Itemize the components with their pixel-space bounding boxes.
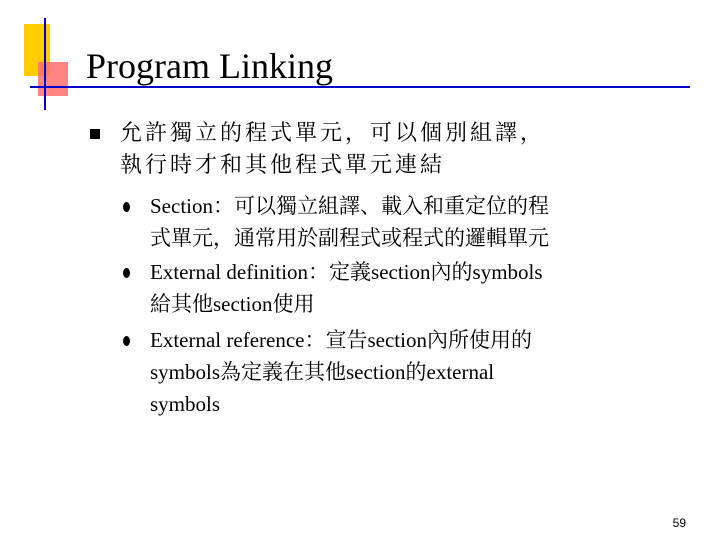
sub-bullet-external-reference-line-2: symbols為定義在其他section的external xyxy=(150,360,495,384)
sub-bullet-external-reference xyxy=(150,324,695,420)
sub-bullet-external-reference-line-3: symbols xyxy=(150,392,221,416)
main-bullet-line-2: 執行時才和其他程式單元連結 xyxy=(120,153,446,178)
round-bullet-icon xyxy=(123,268,130,278)
page-number: 59 xyxy=(672,516,686,530)
main-bullet-line-1: 允許獨立的程式單元，可以個別組譯， xyxy=(120,121,546,146)
logo-vertical-rule xyxy=(44,18,46,110)
sub-bullet-external-definition xyxy=(150,256,695,320)
sub-bullet-external-definition-line-2: 給其他section使用 xyxy=(150,292,315,316)
sub-bullet-section xyxy=(150,190,695,254)
sub-bullet-external-definition-line-1: External definition：定義section內的symbols xyxy=(150,260,543,284)
slide-title: Program Linking xyxy=(86,46,333,86)
square-bullet-icon xyxy=(90,129,100,139)
sub-bullet-external-reference-line-1: External reference：宣告section內所使用的 xyxy=(150,328,532,352)
sub-bullet-section-line-2: 式單元，通常用於副程式或程式的邏輯單元 xyxy=(150,226,549,250)
logo-red-square xyxy=(38,62,68,96)
round-bullet-icon xyxy=(123,336,130,346)
main-bullet xyxy=(120,118,680,182)
sub-bullet-section-line-1: Section：可以獨立組譯、載入和重定位的程 xyxy=(150,194,549,218)
round-bullet-icon xyxy=(123,202,130,212)
